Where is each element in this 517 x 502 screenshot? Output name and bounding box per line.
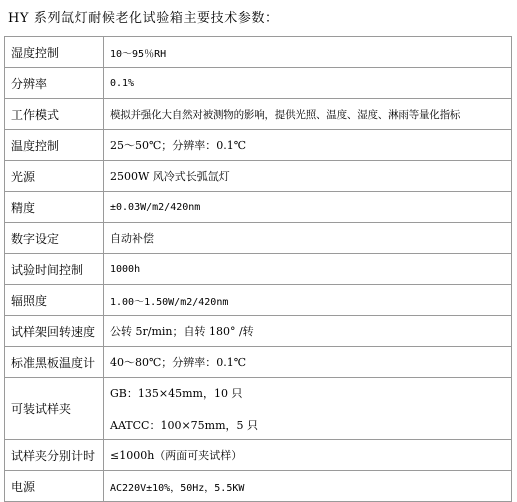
row-label: 数字设定: [4, 223, 104, 253]
row-label: 可装试样夹: [4, 378, 104, 439]
spec-table: [4, 36, 512, 502]
row-label: 精度: [4, 192, 104, 222]
row-value: 25～50℃；分辨率：0.1℃: [104, 130, 512, 160]
row-value: 1.00～1.50W/m2/420nm: [104, 285, 512, 315]
row-value: 自动补偿: [104, 223, 512, 253]
table-row: [4, 192, 512, 223]
table-row: [4, 378, 512, 440]
table-row: [4, 347, 512, 378]
row-value: AC220V±10%，50Hz，5.5KW: [104, 471, 512, 501]
table-row: [4, 99, 512, 130]
row-value: 模拟并强化大自然对被测物的影响，提供光照、温度、湿度、淋雨等量化指标: [104, 99, 512, 129]
row-value: ≤1000h（两面可夹试样）: [104, 440, 512, 470]
row-value: 2500W 风冷式长弧氙灯: [104, 161, 512, 191]
table-row: [4, 471, 512, 502]
row-label: 电源: [4, 471, 104, 501]
row-label: 试验时间控制: [4, 254, 104, 284]
table-row: [4, 68, 512, 99]
document-title: HY 系列氙灯耐候老化试验箱主要技术参数：: [8, 11, 279, 26]
row-value: 0.1%: [104, 68, 512, 98]
table-row: [4, 285, 512, 316]
table-row: [4, 316, 512, 347]
row-label: 标准黑板温度计: [4, 347, 104, 377]
row-label: 温度控制: [4, 130, 104, 160]
row-label: 光源: [4, 161, 104, 191]
row-value: 10～95％RH: [104, 37, 512, 67]
table-row: [4, 37, 512, 68]
row-value: 1000h: [104, 254, 512, 284]
table-row: [4, 161, 512, 192]
table-row: [4, 130, 512, 161]
row-label: 试样架回转速度: [4, 316, 104, 346]
row-label: 工作模式: [4, 99, 104, 129]
table-row: [4, 254, 512, 285]
row-value: [104, 378, 512, 439]
row-value-line: AATCC：100×75mm，5 只: [110, 418, 259, 432]
row-value: 公转 5r/min；自转 180° /转: [104, 316, 512, 346]
table-row: [4, 223, 512, 254]
row-value: ±0.03W/m2/420nm: [104, 192, 512, 222]
table-row: [4, 440, 512, 471]
row-value: 40～80℃；分辨率：0.1℃: [104, 347, 512, 377]
row-label: 试样夹分别计时: [4, 440, 104, 470]
row-label: 分辨率: [4, 68, 104, 98]
row-label: 辐照度: [4, 285, 104, 315]
row-value-line: GB：135×45mm，10 只: [110, 386, 243, 400]
row-label: 湿度控制: [4, 37, 104, 67]
